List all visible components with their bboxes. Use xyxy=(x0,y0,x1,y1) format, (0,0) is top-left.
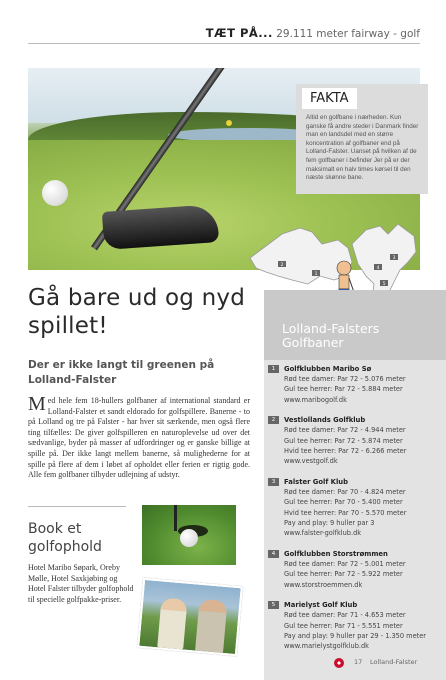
club-detail: Rød tee damer: Par 72 - 5.076 meter xyxy=(284,375,406,383)
sidebar-title: Lolland-Falsters Golfbaner xyxy=(282,321,380,350)
club-detail: Pay and play: 9 huller par 3 xyxy=(284,519,375,528)
drop-cap: M xyxy=(28,393,46,415)
map-marker-5-label: 5 xyxy=(382,282,386,287)
article-body xyxy=(28,393,250,481)
danish-flag-icon xyxy=(334,658,344,668)
club-name: Vestlollands Golfklub xyxy=(284,416,366,425)
club-website-link[interactable]: www.vestgolf.dk xyxy=(284,457,338,466)
club-detail: Rød tee damer: Par 72 - 4.944 meter xyxy=(284,426,406,435)
club-name: Golfklubben Storstrømmen xyxy=(284,549,388,558)
club-number-badge: 2 xyxy=(268,416,279,424)
map-marker-3-label: 3 xyxy=(392,256,396,261)
club-number-badge: 5 xyxy=(268,601,279,609)
club-number-badge: 3 xyxy=(268,478,279,486)
divider xyxy=(28,506,126,507)
club-name: Golfklubben Maribo Sø xyxy=(284,365,372,373)
club-detail: Rød tee damer: Par 71 - 4.653 meter xyxy=(284,611,406,620)
club-website-link[interactable]: www.storstroemmen.dk xyxy=(284,580,363,589)
footer-region: Lolland-Falster xyxy=(370,658,418,666)
club-item xyxy=(268,600,444,652)
club-item xyxy=(268,415,444,467)
club-item xyxy=(268,364,444,405)
club-detail: Gul tee herrer: Par 72 - 5.884 meter xyxy=(284,385,403,394)
club-detail: Gul tee herrer: Par 72 - 5.922 meter xyxy=(284,570,403,579)
club-item xyxy=(268,477,444,539)
club-detail: Hvid tee herrer: Par 70 - 5.570 meter xyxy=(284,508,407,517)
golf-club-head xyxy=(102,204,219,250)
flag-icon xyxy=(226,120,232,126)
golf-ball-hole-photo xyxy=(142,505,236,565)
club-detail: Gul tee herrer: Par 70 - 5.400 meter xyxy=(284,498,403,507)
club-name: Marielyst Golf Klub xyxy=(284,601,358,610)
golfers-photo xyxy=(137,578,243,656)
club-detail: Gul tee herrer: Par 72 - 5.874 meter xyxy=(284,436,403,445)
club-website-link[interactable]: www.marielystgolfklub.dk xyxy=(284,642,369,651)
page-footer xyxy=(330,657,440,669)
page-number: 17 xyxy=(354,658,363,666)
club-item xyxy=(268,549,444,590)
club-website-link[interactable]: www.falster-golfklub.dk xyxy=(284,529,362,538)
fakta-title: FAKTA xyxy=(302,88,357,109)
map-marker-2-label: 2 xyxy=(280,263,284,268)
article-text: ed hele fem 18-hullers golfbaner af international standard er Lolland-Falster et sandt eldorado for golfspillere. Banerne - to på Lolland og tre på Falster - har hver sit særkende, men også flere ting tilfælles: De giver golfspilleren en naturoplevelse ud over det sædvanlige, byder på masser af udfordringer og er ganske billige at spille på. Der ikke langt mellem banerne, så mulighederne for at spille på flere af dem i løbet af opholdet eller ferien er rigtig gode. Alle fem golfbaner tilbyder udlejning af udstyr. xyxy=(28,396,250,480)
golf-courses-sidebar xyxy=(264,290,446,680)
header-lead: TÆT PÅ... xyxy=(205,26,273,40)
club-detail: Rød tee damer: Par 70 - 4.824 meter xyxy=(284,487,406,496)
page-subtitle: Der er ikke langt til greenen på Lolland-Falster xyxy=(28,359,215,386)
club-website-link[interactable]: www.maribogolf.dk xyxy=(284,395,347,404)
fakta-box xyxy=(296,84,428,194)
club-detail: Hvid tee herrer: Par 72 - 6.266 meter xyxy=(284,447,407,456)
club-detail: Rød tee damer: Par 72 - 5.001 meter xyxy=(284,559,406,568)
golf-ball-image xyxy=(42,180,68,206)
header-subtitle: 29.111 meter fairway - golf xyxy=(272,28,420,40)
page-title: Gå bare ud og nyd spillet! xyxy=(28,285,245,339)
map-marker-4-label: 4 xyxy=(376,266,380,271)
club-number-badge: 1 xyxy=(268,365,279,373)
club-detail: Pay and play: 9 huller par 29 - 1.350 meter xyxy=(284,631,426,640)
club-list xyxy=(268,364,444,662)
book-section-title: Book et golfophold xyxy=(28,521,102,555)
map-marker-1-label: 1 xyxy=(314,272,318,277)
page-header xyxy=(28,24,420,44)
club-number-badge: 4 xyxy=(268,550,279,558)
fakta-text: Altid en golfbane i nærheden. Kun ganske få andre steder i Danmark finder man en landsdel med en større koncentration af golfbaner end på Lolland-Falster. Uanset på hvilken af de fem golfbaner i befinder Jer på er der maksimalt en halv times kørsel til den næste skønne bane. xyxy=(306,114,419,182)
club-detail: Gul tee herrer: Par 71 - 5.551 meter xyxy=(284,621,403,630)
club-name: Falster Golf Klub xyxy=(284,477,348,486)
book-section-text: Hotel Maribo Søpark, Oreby Mølle, Hotel Saxkjøbing og Hotel Falster tilbyder golfophold til specielle golfpakke-priser. xyxy=(28,563,134,604)
